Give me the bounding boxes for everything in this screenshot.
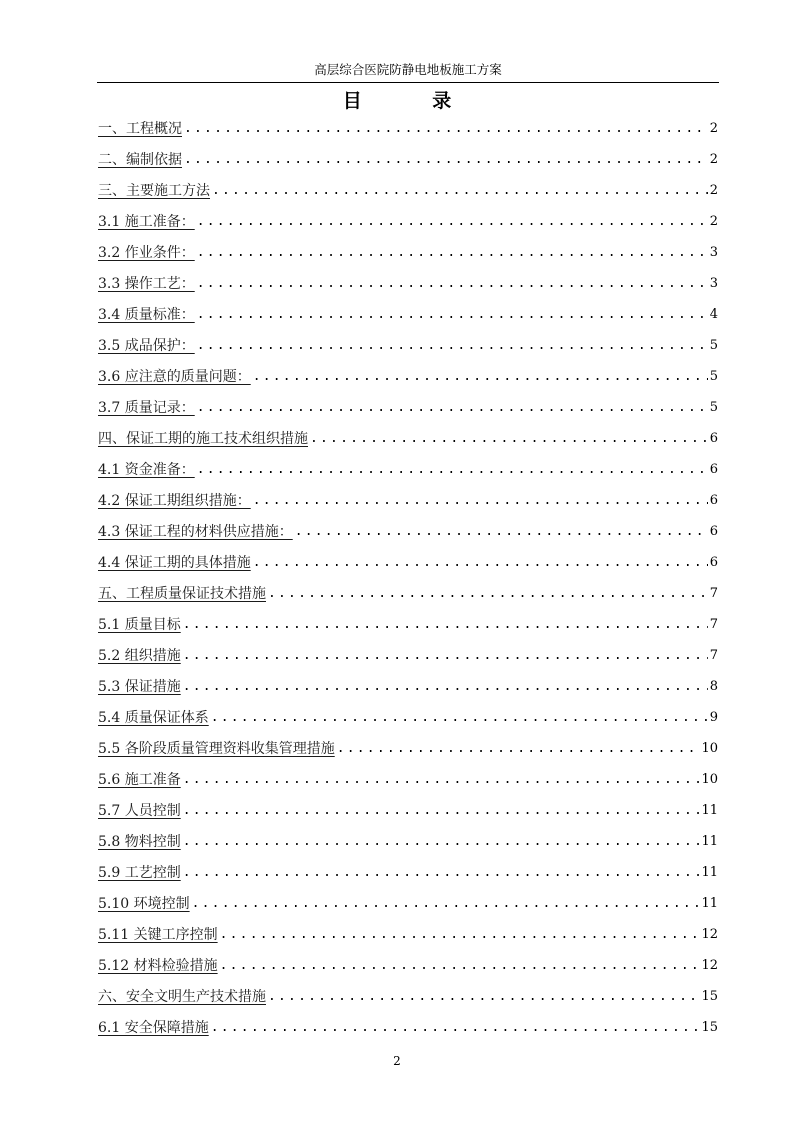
toc-dot-leader [192,895,700,913]
toc-entry[interactable] [98,575,718,606]
toc-entry-label[interactable]: 4.3 保证工程的材料供应措施： [98,524,293,540]
toc-entry-label[interactable]: 六、安全文明生产技术措施 [98,989,266,1005]
toc-entry-label[interactable]: 5.10 环境控制 [98,896,190,912]
toc-entry-label[interactable]: 5.6 施工准备 [98,772,181,788]
toc-dot-leader [253,368,708,386]
toc-entry[interactable] [98,451,718,482]
toc-entry-page: 2 [709,121,718,136]
toc-entry-label[interactable]: 5.3 保证措施 [98,679,181,695]
toc-entry[interactable] [98,420,718,451]
toc-dot-leader [183,678,708,696]
toc-dot-leader [212,182,708,200]
toc-entry[interactable] [98,947,718,978]
toc-entry-page: 12 [701,958,718,973]
toc-dot-leader [197,306,708,324]
toc-dot-leader [211,1019,700,1037]
toc-entry-page: 7 [709,586,718,601]
toc-entry[interactable] [98,606,718,637]
toc-entry-page: 7 [709,617,718,632]
toc-entry-page: 11 [701,865,718,880]
toc-dot-leader [197,461,708,479]
toc-entry-page: 4 [709,307,718,322]
toc-entry[interactable] [98,916,718,947]
toc-entry-label[interactable]: 6.1 安全保障措施 [98,1020,209,1036]
toc-dot-leader [220,926,700,944]
toc-entry[interactable] [98,823,718,854]
toc-entry-label[interactable]: 5.5 各阶段质量管理资料收集管理措施 [98,741,335,757]
toc-entry-label[interactable]: 三、主要施工方法 [98,183,210,199]
toc-dot-leader [197,244,708,262]
toc-entry-label[interactable]: 4.1 资金准备： [98,462,195,478]
toc-entry-label[interactable]: 3.1 施工准备： [98,214,195,230]
toc-entry-page: 15 [701,1020,718,1035]
toc-dot-leader [253,492,708,510]
table-of-contents [98,110,718,1040]
toc-entry-page: 9 [709,710,718,725]
toc-dot-leader [295,523,708,541]
toc-entry-page: 8 [709,679,718,694]
toc-entry[interactable] [98,761,718,792]
toc-entry-page: 10 [701,741,718,756]
toc-entry[interactable] [98,544,718,575]
toc-entry-label[interactable]: 4.4 保证工期的具体措施 [98,555,251,571]
toc-entry-page: 6 [709,524,718,539]
toc-dot-leader [183,647,708,665]
toc-dot-leader [268,585,708,603]
toc-entry[interactable] [98,978,718,1009]
toc-dot-leader [253,554,708,572]
toc-entry-label[interactable]: 5.4 质量保证体系 [98,710,209,726]
toc-title: 目 录 [342,90,484,112]
toc-entry[interactable] [98,234,718,265]
toc-entry[interactable] [98,854,718,885]
toc-entry[interactable] [98,513,718,544]
toc-entry-label[interactable]: 3.4 质量标准： [98,307,195,323]
toc-entry[interactable] [98,389,718,420]
toc-entry[interactable] [98,885,718,916]
toc-entry-page: 11 [701,803,718,818]
toc-entry-label[interactable]: 3.7 质量记录： [98,400,195,416]
toc-entry-label[interactable]: 五、工程质量保证技术措施 [98,586,266,602]
toc-entry-label[interactable]: 5.1 质量目标 [98,617,181,633]
toc-entry-label[interactable]: 二、编制依据 [98,152,182,168]
toc-entry-page: 2 [709,214,718,229]
toc-dot-leader [337,740,700,758]
page-number: 2 [393,1054,401,1068]
toc-entry[interactable] [98,265,718,296]
toc-dot-leader [183,802,700,820]
toc-entry-page: 6 [709,462,718,477]
toc-dot-leader [197,213,708,231]
document-title: 高层综合医院防静电地板施工方案 [314,62,502,77]
toc-entry-page: 5 [709,338,718,353]
toc-dot-leader [183,771,700,789]
toc-entry[interactable] [98,699,718,730]
toc-entry-label[interactable]: 3.2 作业条件： [98,245,195,261]
toc-entry-label[interactable]: 5.11 关键工序控制 [98,927,218,943]
toc-entry-page: 2 [709,183,718,198]
toc-entry[interactable] [98,792,718,823]
toc-entry[interactable] [98,141,718,172]
toc-entry-page: 10 [701,772,718,787]
toc-dot-leader [184,151,708,169]
toc-entry[interactable] [98,327,718,358]
toc-dot-leader [310,430,708,448]
toc-dot-leader [183,616,708,634]
toc-entry-label[interactable]: 4.2 保证工期组织措施： [98,493,251,509]
toc-dot-leader [268,988,699,1006]
toc-entry-page: 5 [709,400,718,415]
toc-entry[interactable] [98,296,718,327]
toc-entry-page: 2 [709,152,718,167]
toc-entry-label[interactable]: 3.6 应注意的质量问题： [98,369,251,385]
toc-entry-page: 6 [709,555,718,570]
toc-dot-leader [183,864,700,882]
toc-entry[interactable] [98,668,718,699]
toc-entry-label[interactable]: 5.2 组织措施 [98,648,181,664]
toc-entry-label[interactable]: 四、保证工期的施工技术组织措施 [98,431,308,447]
toc-entry[interactable] [98,358,718,389]
toc-entry-page: 3 [709,245,718,260]
page-header [97,58,719,83]
toc-entry-page: 5 [709,369,718,384]
toc-entry-page: 15 [701,989,718,1004]
toc-entry-page: 11 [701,834,718,849]
toc-entry-label[interactable]: 5.9 工艺控制 [98,865,181,881]
toc-entry[interactable] [98,637,718,668]
toc-entry[interactable] [98,110,718,141]
toc-entry[interactable] [98,730,718,761]
toc-entry[interactable] [98,1009,718,1040]
toc-entry-page: 11 [701,896,718,911]
toc-dot-leader [197,399,708,417]
toc-dot-leader [197,337,708,355]
toc-entry[interactable] [98,203,718,234]
toc-entry-page: 6 [709,431,718,446]
toc-entry-page: 12 [701,927,718,942]
toc-entry-label[interactable]: 一、工程概况 [98,121,182,137]
toc-entry-page: 3 [709,276,718,291]
toc-entry-label[interactable]: 3.3 操作工艺： [98,276,195,292]
toc-entry-page: 7 [709,648,718,663]
toc-entry[interactable] [98,172,718,203]
toc-dot-leader [211,709,708,727]
toc-dot-leader [220,957,700,975]
toc-entry-label[interactable]: 3.5 成品保护： [98,338,195,354]
toc-dot-leader [197,275,708,293]
toc-entry-label[interactable]: 5.12 材料检验措施 [98,958,218,974]
toc-dot-leader [183,833,700,851]
toc-entry-page: 6 [709,493,718,508]
toc-entry-label[interactable]: 5.8 物料控制 [98,834,181,850]
toc-dot-leader [184,120,708,138]
toc-entry-label[interactable]: 5.7 人员控制 [98,803,181,819]
toc-entry[interactable] [98,482,718,513]
